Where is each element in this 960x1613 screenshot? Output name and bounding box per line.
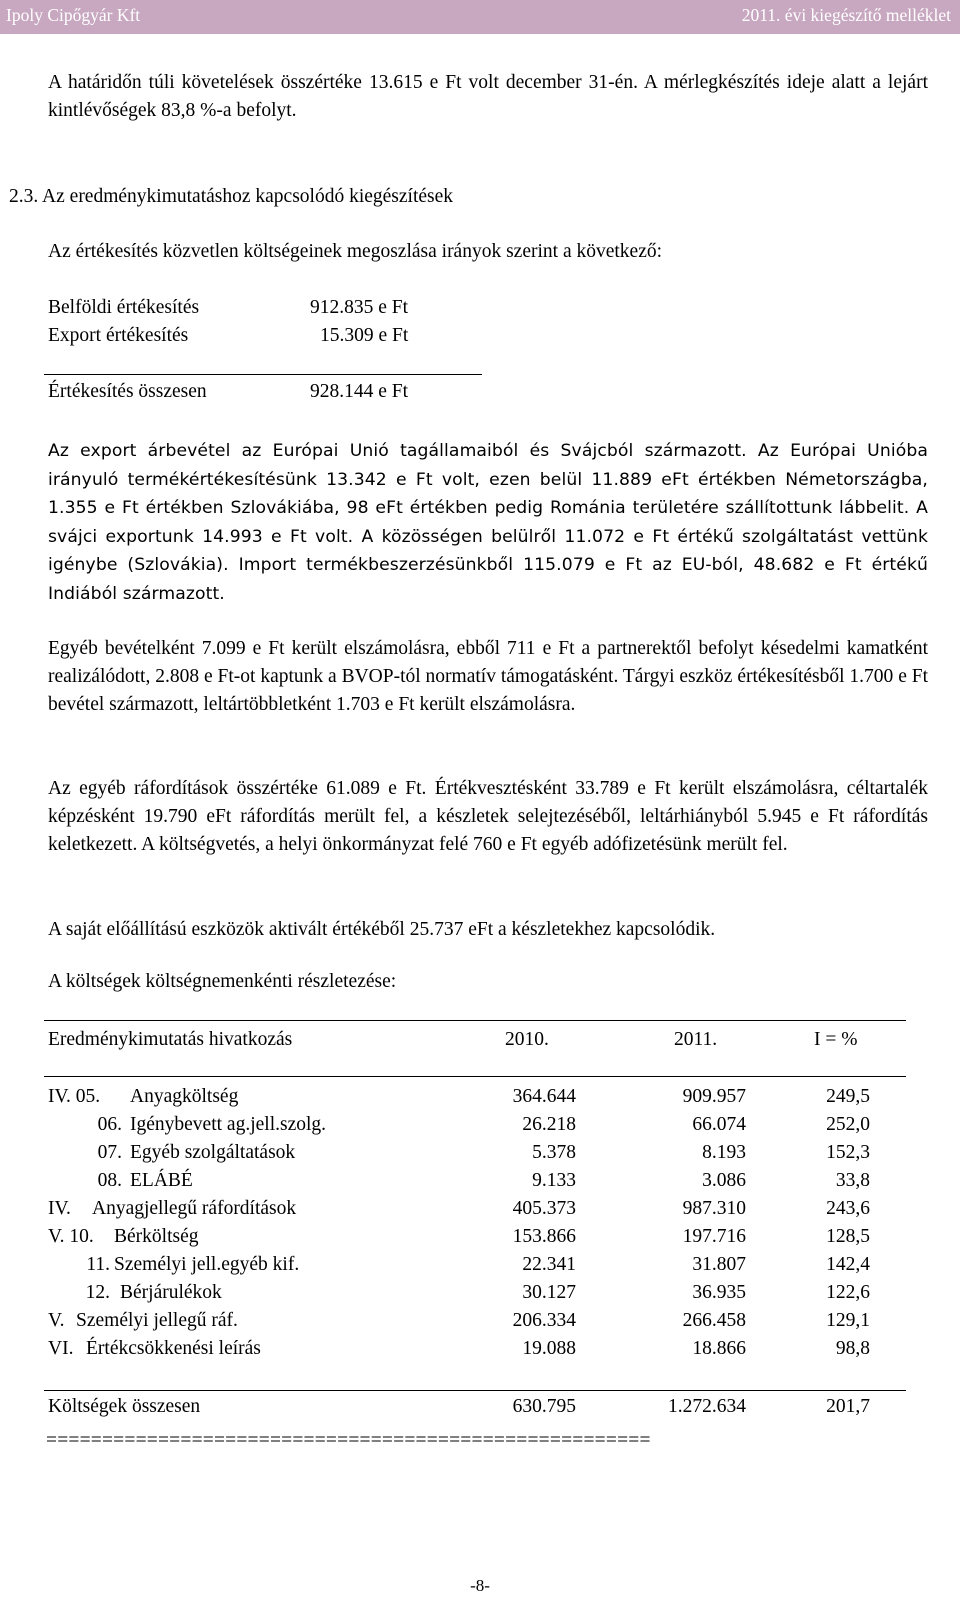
row-2010: 22.341	[522, 1254, 576, 1275]
total-2010: 630.795	[512, 1396, 576, 1417]
row-index: 243,6	[826, 1198, 870, 1219]
row-2010: 206.334	[512, 1310, 576, 1331]
cost-table-title: A költségek költségnemenkénti részletezése:	[48, 971, 397, 992]
domestic-sales-label: Belföldi értékesítés	[48, 297, 200, 318]
row-2010: 26.218	[522, 1114, 576, 1135]
total-2011: 1.272.634	[668, 1396, 746, 1417]
export-sales-label: Export értékesítés	[48, 325, 189, 346]
row-2011: 987.310	[682, 1198, 746, 1219]
row-2010: 153.866	[512, 1226, 576, 1247]
table-total-rule	[44, 1390, 906, 1391]
row-index: 252,0	[826, 1114, 870, 1135]
row-2011: 8.193	[702, 1142, 746, 1163]
row-name: Bérjárulékok	[120, 1282, 222, 1303]
row-name: Egyéb szolgáltatások	[130, 1142, 296, 1163]
export-paragraph: Az export árbevétel az Európai Unió tagállamaiból és Svájcból származott. Az Európai Unióba irányuló termékértékesítésünk 13.342 e Ft volt, ezen belül 11.889 eFt értékben Németországba, 1.355 e Ft értékben Szlovákiába, 98 eFt értékben pedig Románia területére szállítottunk lábbelit. A svájci exportunk 14.993 e Ft volt. A közösségen belülről 11.072 e Ft értékű szolgáltatást vettünk igénybe (Szlovákia). Import termékbeszerzésünkből 115.079 e Ft az EU-ból, 48.682 e Ft értékű Indiából származott.	[48, 441, 928, 604]
export-sales-value: 15.309 e Ft	[320, 325, 409, 346]
row-name: Személyi jell.egyéb kif.	[114, 1254, 300, 1275]
row-index: 152,3	[826, 1142, 870, 1163]
row-ref: IV.	[48, 1198, 71, 1219]
row-name: ELÁBÉ	[130, 1170, 193, 1191]
header-2011: 2011.	[674, 1029, 718, 1050]
row-ref: 12.	[85, 1282, 110, 1303]
row-2011: 18.866	[692, 1338, 746, 1359]
row-index: 249,5	[826, 1086, 870, 1107]
row-2011: 31.807	[692, 1254, 746, 1275]
other-income-paragraph: Egyéb bevételként 7.099 e Ft került elszámolásra, ebből 711 e Ft a partnerektől befolyt késedelmi kamatként realizálódott, 2.808 e Ft-ot kaptunk a BVOP-tól normatív támogatásként. Tárgyi eszköz értékesítésből 1.700 e Ft bevétel származott, leltártöbbletként 1.703 e Ft került elszámolásra.	[48, 638, 928, 715]
row-2010: 9.133	[532, 1170, 576, 1191]
row-2011: 266.458	[682, 1310, 746, 1331]
row-2010: 19.088	[522, 1338, 576, 1359]
header-2010: 2010.	[505, 1029, 549, 1050]
row-ref: 06.	[97, 1114, 122, 1135]
row-index: 142,4	[826, 1254, 870, 1275]
other-expenses-paragraph: Az egyéb ráfordítások összértéke 61.089 e Ft. Értékvesztésként 33.789 e Ft került elszámolásra, céltartalék képzésként 19.790 eFt ráfordítás merült fel, a készletek selejtezéséből, leltárhiányból 5.945 e Ft ráfordítás keletkezett. A költségvetés, a helyi önkormányzat felé 760 e Ft egyéb adófizetésünk merült fel.	[48, 778, 928, 855]
row-ref: V.	[48, 1310, 65, 1331]
row-2010: 30.127	[522, 1282, 576, 1303]
row-2011: 197.716	[682, 1226, 746, 1247]
row-2011: 36.935	[692, 1282, 746, 1303]
row-2010: 405.373	[512, 1198, 576, 1219]
total-sales-value: 928.144 e Ft	[310, 381, 409, 402]
row-index: 122,6	[826, 1282, 870, 1303]
row-ref: V. 10.	[48, 1226, 94, 1247]
table-double-rule: ======================================================	[46, 1430, 651, 1451]
row-2010: 5.378	[532, 1142, 576, 1163]
page-number: -8-	[470, 1576, 490, 1595]
row-ref: 08.	[97, 1170, 122, 1191]
total-index: 201,7	[826, 1396, 870, 1417]
row-2010: 364.644	[512, 1086, 576, 1107]
page-header	[0, 0, 960, 34]
row-ref: 11.	[86, 1254, 110, 1275]
row-name: Személyi jellegű ráf.	[76, 1310, 238, 1331]
total-label: Költségek összesen	[48, 1396, 201, 1417]
row-index: 33,8	[835, 1170, 870, 1191]
domestic-sales-value: 912.835 e Ft	[310, 297, 409, 318]
table-header-rule	[44, 1076, 906, 1077]
header-index: I = %	[814, 1029, 858, 1050]
header-reference: Eredménykimutatás hivatkozás	[48, 1029, 293, 1050]
row-ref: 07.	[97, 1142, 122, 1163]
row-name: Értékcsökkenési leírás	[86, 1338, 261, 1359]
row-ref: IV. 05.	[48, 1086, 101, 1107]
row-2011: 909.957	[682, 1086, 746, 1107]
table-top-rule	[44, 1020, 906, 1021]
row-name: Anyagköltség	[130, 1086, 239, 1107]
total-sales-label: Értékesítés összesen	[48, 381, 207, 402]
section-heading: 2.3. Az eredménykimutatáshoz kapcsolódó kiegészítések	[9, 186, 454, 207]
row-name: Anyagjellegű ráfordítások	[92, 1198, 297, 1219]
row-2011: 66.074	[692, 1114, 746, 1135]
row-ref: VI.	[48, 1338, 74, 1359]
row-index: 128,5	[826, 1226, 870, 1247]
company-name: Ipoly Cipőgyár Kft	[6, 5, 141, 25]
sales-subtotal-rule	[44, 374, 482, 375]
row-index: 98,8	[835, 1338, 870, 1359]
row-name: Igénybevett ag.jell.szolg.	[130, 1114, 327, 1135]
sales-intro: Az értékesítés közvetlen költségeinek megoszlása irányok szerint a következő:	[48, 241, 663, 262]
row-index: 129,1	[826, 1310, 870, 1331]
own-production-paragraph: A saját előállítású eszközök aktivált értékéből 25.737 eFt a készletekhez kapcsolódik.	[48, 919, 716, 940]
row-name: Bérköltség	[114, 1226, 199, 1247]
overdue-receivables-paragraph: A határidőn túli követelések összértéke 13.615 e Ft volt december 31-én. A mérlegkészítés ideje alatt a lejárt kintlévőségek 83,8 %-a befolyt.	[48, 72, 928, 121]
document-title: 2011. évi kiegészítő melléklet	[741, 5, 951, 25]
row-2011: 3.086	[702, 1170, 746, 1191]
